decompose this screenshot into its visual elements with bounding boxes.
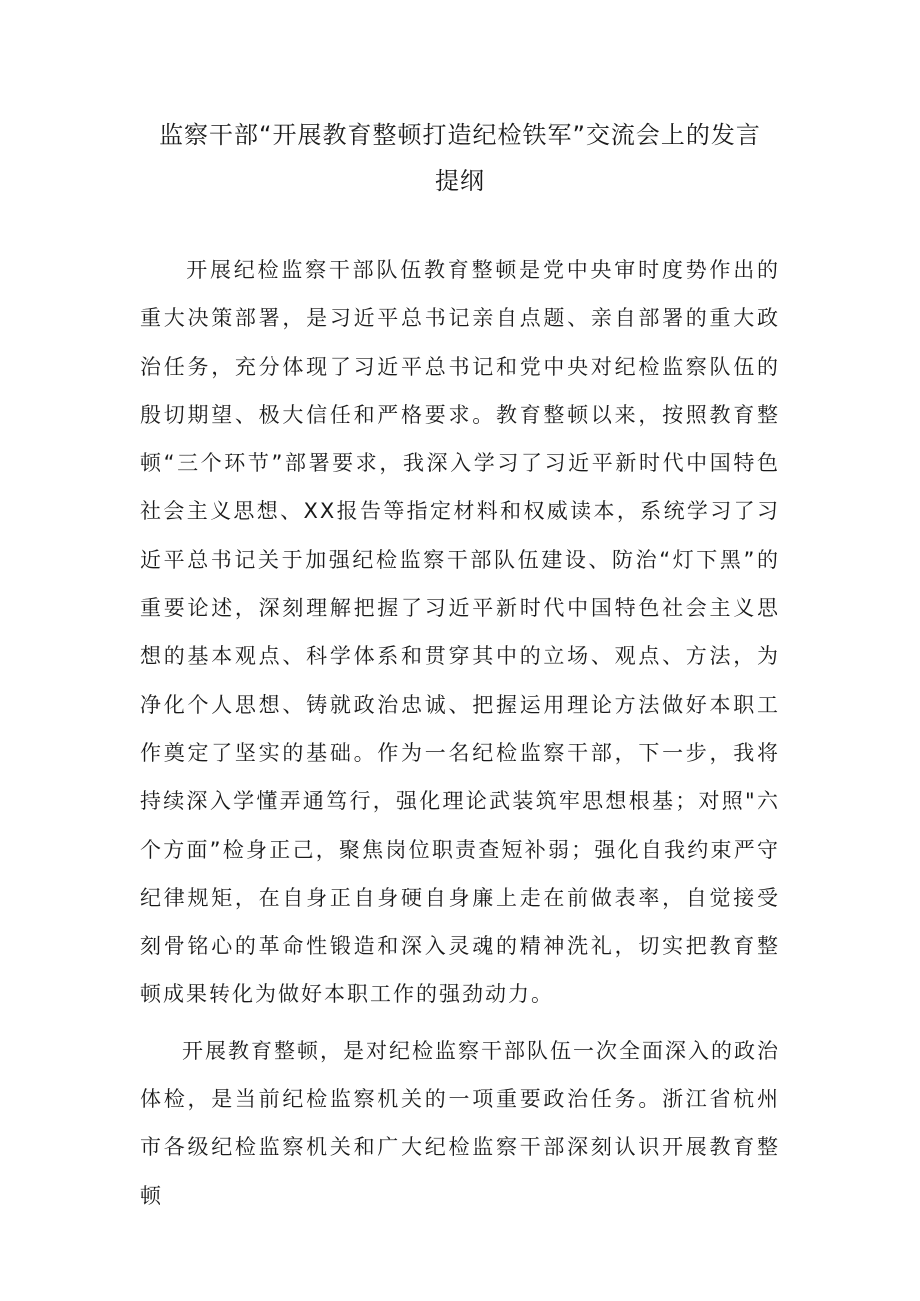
title-line-1: 监察干部“开展教育整顿打造纪检铁军”交流会上的发言 [159, 121, 761, 149]
document-title [120, 112, 800, 204]
title-line-2: 提纲 [435, 167, 485, 195]
paragraph-2: 开展教育整顿，是对纪检监察干部队伍一次全面深入的政治体检，是当前纪检监察机关的一项重要政治任务。浙江省杭州市各级纪检监察机关和广大纪检监察干部深刻认识开展教育整顿 [140, 1038, 780, 1208]
paragraph-1: 开展纪检监察干部队伍教育整顿是党中央审时度势作出的重大决策部署，是习近平总书记亲自点题、亲自部署的重大政治任务，充分体现了习近平总书记和党中央对纪检监察队伍的殷切期望、极大信任和严格要求。教育整顿以来，按照教育整顿“三个环节”部署要求，我深入学习了习近平新时代中国特色社会主义思想、XX报告等指定材料和权威读本，系统学习了习近平总书记关于加强纪检监察干部队伍建设、防治“灯下黑”的重要论述，深刻理解把握了习近平新时代中国特色社会主义思想的基本观点、科学体系和贯穿其中的立场、观点、方法，为净化个人思想、铸就政治忠诚、把握运用理论方法做好本职工作奠定了坚实的基础。作为一名纪检监察干部，下一步，我将持续深入学懂弄通笃行，强化理论武装筑牢思想根基；对照"六个方面”检身正己，聚焦岗位职责查短补弱；强化自我约束严守纪律规矩，在自身正自身硬自身廉上走在前做表率，自觉接受刻骨铭心的革命性锻造和深入灵魂的精神洗礼，切实把教育整顿成果转化为做好本职工作的强劲动力。 [140, 258, 780, 1007]
document-body [140, 246, 780, 1228]
